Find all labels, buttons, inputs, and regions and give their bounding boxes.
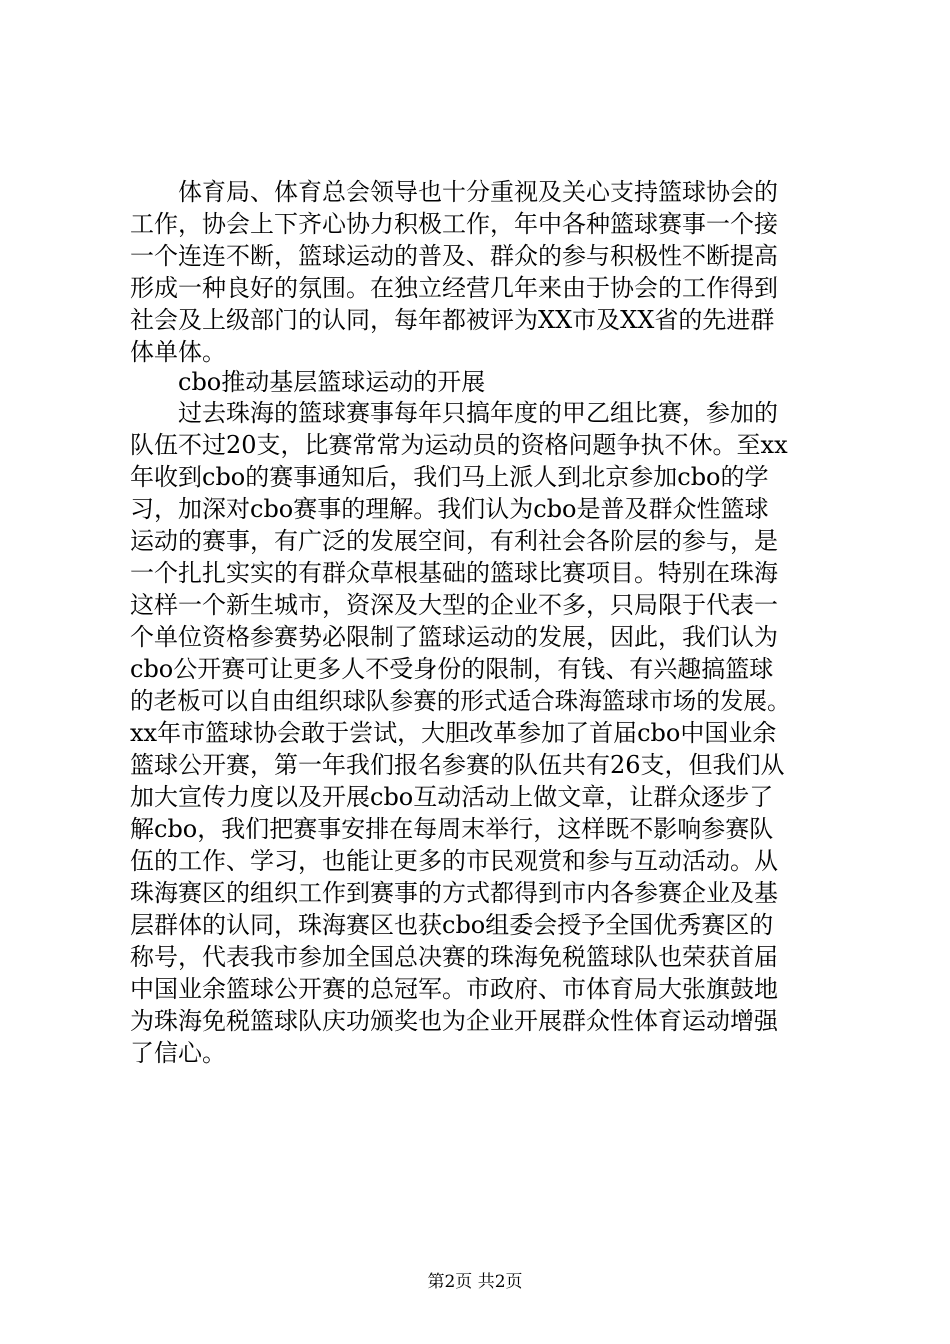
section-heading: cbo推动基层篮球运动的开展 bbox=[178, 368, 486, 396]
text-line: 伍的工作、学习，也能让更多的市民观赏和参与互动活动。从 bbox=[130, 847, 778, 875]
text-line: 个单位资格参赛势必限制了篮球运动的发展，因此，我们认为 bbox=[130, 623, 778, 651]
text-line: 了信心。 bbox=[130, 1039, 226, 1067]
text-line: 解cbo，我们把赛事安排在每周末举行，这样既不影响参赛队 bbox=[130, 815, 774, 843]
text-line: 年收到cbo的赛事通知后，我们马上派人到北京参加cbo的学 bbox=[130, 463, 769, 491]
page-number-footer: 第2页 共2页 bbox=[427, 1272, 523, 1292]
text-line: 队伍不过20支，比赛常常为运动员的资格问题争执不休。至xx bbox=[130, 431, 788, 459]
text-line: 珠海赛区的组织工作到赛事的方式都得到市内各参赛企业及基 bbox=[130, 879, 778, 907]
text-line: 过去珠海的篮球赛事每年只搞年度的甲乙组比赛，参加的 bbox=[178, 399, 778, 427]
text-line: 运动的赛事，有广泛的发展空间，有利社会各阶层的参与，是 bbox=[130, 527, 778, 555]
text-line: 一个连连不断，篮球运动的普及、群众的参与积极性不断提高 bbox=[130, 242, 778, 270]
text-line: 这样一个新生城市，资深及大型的企业不多，只局限于代表一 bbox=[130, 591, 778, 619]
text-line: 体育局、体育总会领导也十分重视及关心支持篮球协会的 bbox=[178, 178, 778, 206]
text-line: 工作，协会上下齐心协力积极工作，年中各种篮球赛事一个接 bbox=[130, 210, 778, 238]
text-line: 形成一种良好的氛围。在独立经营几年来由于协会的工作得到 bbox=[130, 274, 778, 302]
text-line: 加大宣传力度以及开展cbo互动活动上做文章，让群众逐步了 bbox=[130, 783, 774, 811]
text-line: 体单体。 bbox=[130, 338, 226, 366]
text-line: 中国业余篮球公开赛的总冠军。市政府、市体育局大张旗鼓地 bbox=[130, 975, 778, 1003]
text-line: 称号，代表我市参加全国总决赛的珠海免税篮球队也荣获首届 bbox=[130, 943, 778, 971]
text-line: 篮球公开赛，第一年我们报名参赛的队伍共有26支，但我们从 bbox=[130, 751, 785, 779]
text-line: 一个扎扎实实的有群众草根基础的篮球比赛项目。特别在珠海 bbox=[130, 559, 778, 587]
text-line: 层群体的认同，珠海赛区也获cbo组委会授予全国优秀赛区的 bbox=[130, 911, 774, 939]
text-line: xx年市篮球协会敢于尝试，大胆改革参加了首届cbo中国业余 bbox=[130, 719, 777, 747]
text-line: cbo公开赛可让更多人不受身份的限制，有钱、有兴趣搞篮球 bbox=[130, 655, 774, 683]
text-line: 社会及上级部门的认同，每年都被评为XX市及XX省的先进群 bbox=[130, 306, 775, 334]
text-line: 为珠海免税篮球队庆功颁奖也为企业开展群众性体育运动增强 bbox=[130, 1007, 778, 1035]
text-line: 的老板可以自由组织球队参赛的形式适合珠海篮球市场的发展。 bbox=[130, 687, 791, 715]
text-line: 习，加深对cbo赛事的理解。我们认为cbo是普及群众性篮球 bbox=[130, 495, 769, 523]
